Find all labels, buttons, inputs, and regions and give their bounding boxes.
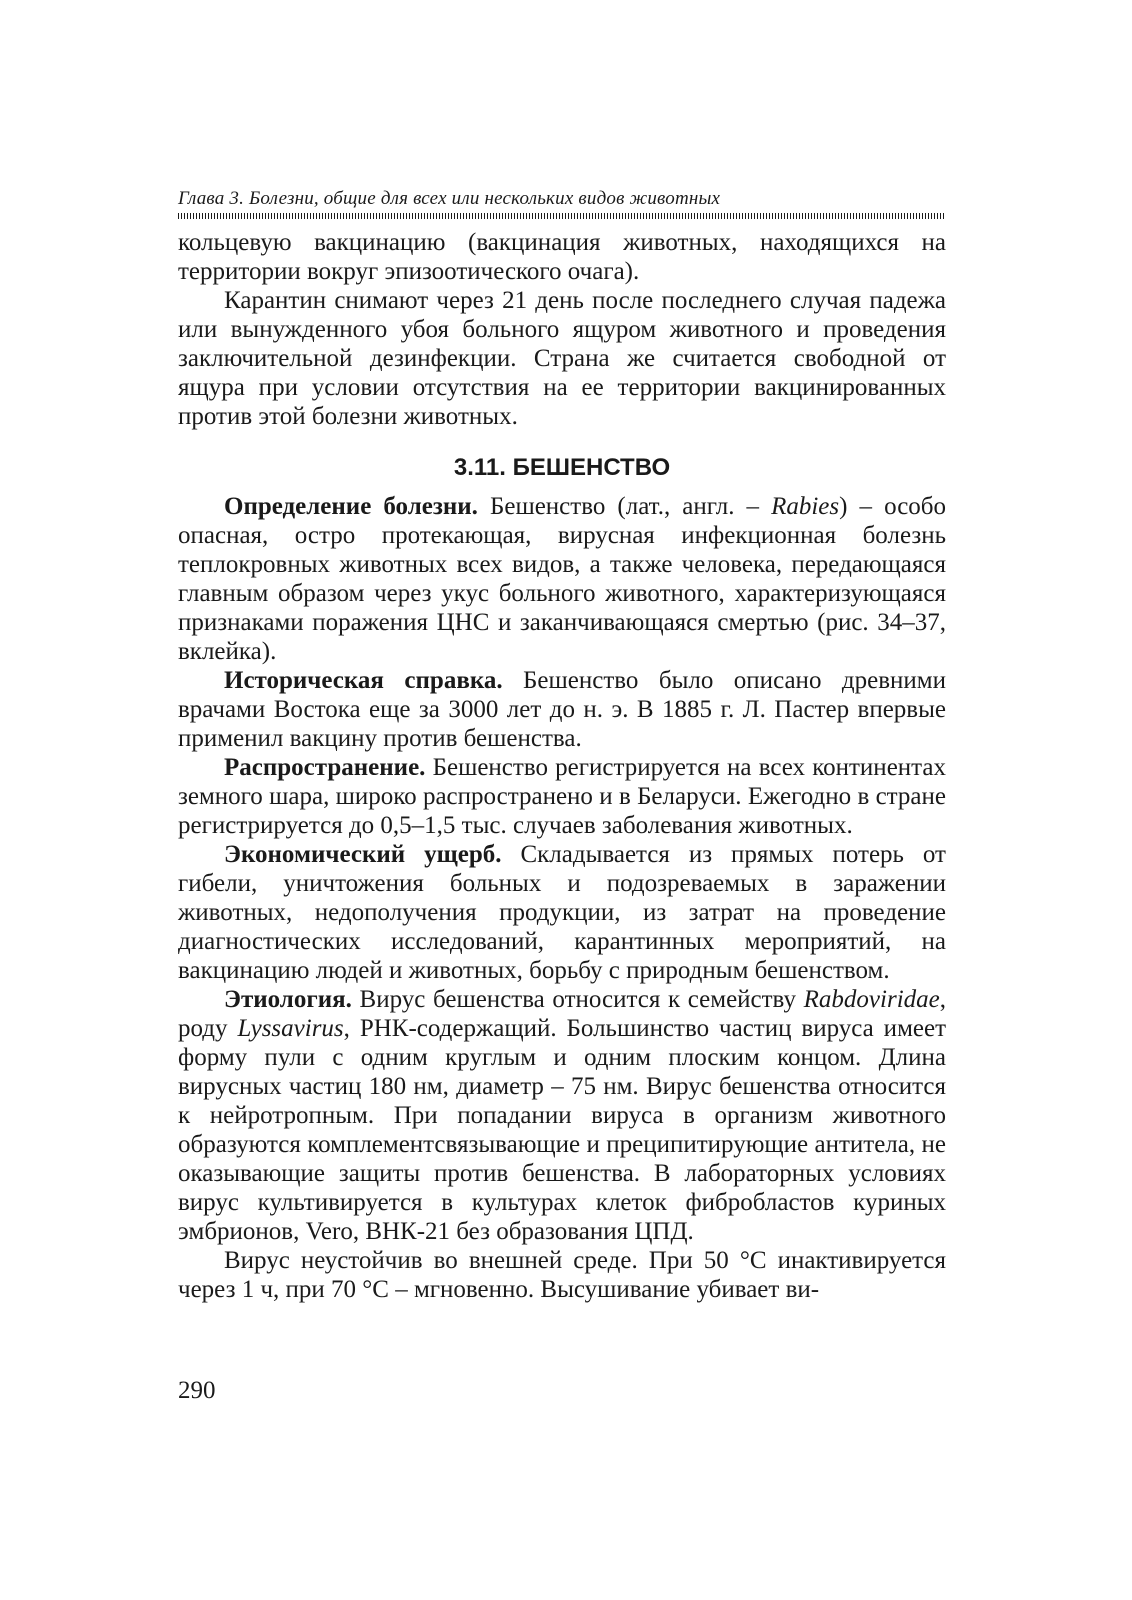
- definition-text-before: Бешенство (лат., англ. –: [477, 493, 772, 520]
- paragraph-quarantine: Карантин снимают через 21 день после последнего случая падежа или вынужденного убоя больного ящуром животного и проведения заключительной дезинфекции. Страна же считается свободной от ящура при условии отсутствия на ее территории вакцинированных против этой болезни животных.: [178, 287, 946, 430]
- paragraph-etiology: [178, 985, 946, 1246]
- book-page: [178, 0, 946, 1600]
- etiology-label: Этиология.: [224, 986, 352, 1013]
- paragraph-continuation: кольцевую вакцинацию (вакцинация животных, находящихся на территории вокруг эпизоотического очага).: [178, 229, 946, 285]
- definition-text-after: ) – особо опасная, остро протекающая, вирусная инфекционная болезнь теплокровных животных всех видов, а также человека, передающаяся главным образом через укус больного животного, характеризующаяся признаками поражения ЦНС и заканчивающаяся смертью (рис. 34–37, вклейка).: [178, 493, 947, 665]
- header-rule: [178, 213, 946, 219]
- paragraph-distribution: [178, 753, 946, 840]
- paragraph-resistance: Вирус неустойчив во внешней среде. При 50 °С инактивируется через 1 ч, при 70 °С – мгновенно. Высушивание убивает ви-: [178, 1247, 946, 1303]
- page-body: [178, 228, 946, 1304]
- history-label: Историческая справка.: [224, 667, 503, 694]
- section-title: 3.11. БЕШЕНСТВО: [453, 454, 671, 481]
- etiology-text-1: Вирус бешенства относится к семейству: [351, 986, 804, 1013]
- history-text: Бешенство было описано древними врачами Востока еще за 3000 лет до н. э. В 1885 г. Л. Пастер впервые применил вакцину против бешенства.: [178, 667, 946, 752]
- etiology-genus: Lyssavirus: [237, 1015, 344, 1042]
- paragraph-damage: [178, 840, 946, 985]
- definition-latin-name: Rabies: [771, 493, 840, 520]
- etiology-family: Rabdoviridae: [803, 986, 940, 1013]
- distribution-text: Бешенство регистрируется на всех континентах земного шара, широко распространено и в Беларуси. Ежегодно в стране регистрируется до 0,5–1,5 тыс. случаев заболевания животных.: [178, 754, 946, 839]
- etiology-text-3: , РНК-содержащий. Большинство частиц вируса имеет форму пули с одним круглым и одним плоским концом. Длина вирусных частиц 180 нм, диаметр – 75 нм. Вирус бешенства относится к нейротропным. При попадании вируса в организм животного образуются комплементсвязывающие и преципитирующие антитела, не оказывающие защиты против бешенства. В лабораторных условиях вирус культивируется в культурах клеток фибробластов куриных эмбрионов, Vero, ВНК-21 без образования ЦПД.: [178, 1015, 947, 1245]
- etiology-text-2: , роду: [178, 986, 946, 1042]
- page-number: 290: [178, 1377, 216, 1404]
- paragraph-definition: [178, 492, 946, 666]
- distribution-label: Распространение.: [224, 754, 426, 781]
- damage-text: Складывается из прямых потерь от гибели, уничтожения больных и подозреваемых в заражении животных, недополучения продукции, из затрат на проведение диагностических исследований, карантинных мероприятий, на вакцинацию людей и животных, борьбу с природным бешенством.: [178, 841, 946, 984]
- definition-label: Определение болезни.: [224, 493, 478, 520]
- damage-label: Экономический ущерб.: [224, 841, 502, 868]
- running-header: Глава 3. Болезни, общие для всех или нескольких видов животных: [178, 188, 721, 209]
- paragraph-history: [178, 666, 946, 753]
